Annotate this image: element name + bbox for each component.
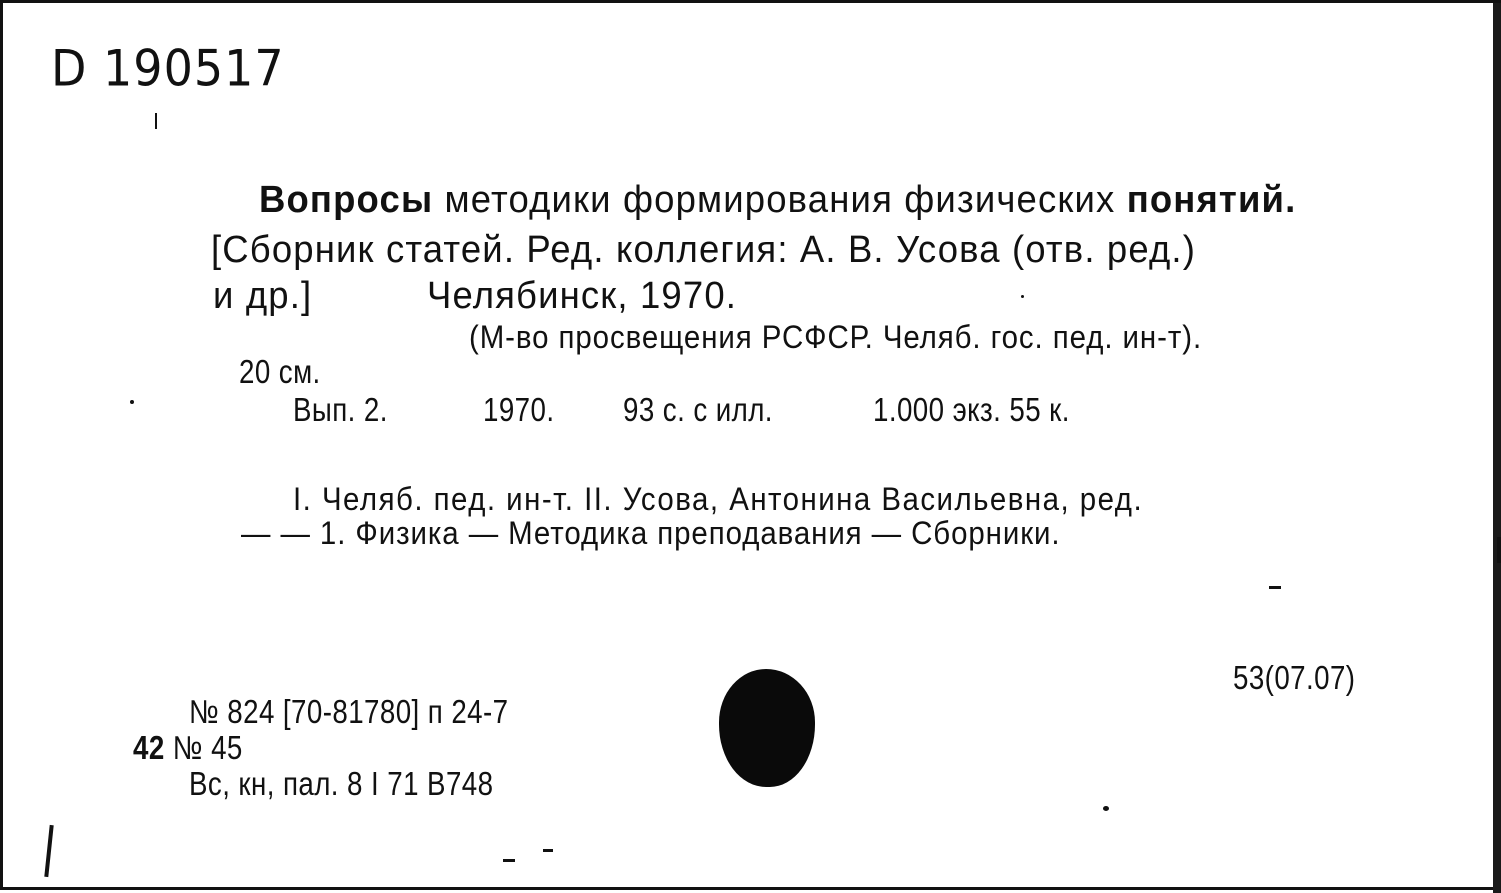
place-year: Челябинск, 1970. [427, 275, 738, 317]
footer-order-rest: № 45 [164, 729, 243, 766]
dust-speck [1103, 806, 1109, 811]
issue-year: 1970. [483, 391, 555, 428]
tracing-line-2: — — 1. Физика — Методика преподавания — Сборники. [241, 515, 1061, 551]
issue-number: Вып. 2. [293, 391, 388, 428]
dust-speck [1021, 295, 1024, 298]
punch-hole [719, 669, 815, 787]
dust-speck [503, 859, 515, 862]
dust-speck [130, 400, 134, 404]
pencil-mark [44, 825, 53, 877]
footer-record-number: № 824 [70-81780] п 24-7 [189, 693, 509, 730]
dust-speck [543, 849, 553, 852]
classification-index: 53(07.07) [1233, 659, 1356, 696]
card-edge-shadow [1493, 3, 1501, 893]
handwritten-call-number: D 190517 [51, 39, 285, 98]
footer-order-number [133, 729, 243, 767]
editors-line: [Сборник статей. Ред. коллегия: А. В. Усова (отв. ред.) [211, 229, 1197, 271]
dust-speck [1269, 586, 1281, 589]
tracing-line-1: I. Челяб. пед. ин-т. II. Усова, Антонина Васильевна, ред. [293, 481, 1144, 517]
size-note: 20 см. [239, 353, 321, 390]
print-run-price: 1.000 экз. 55 к. [873, 391, 1070, 428]
speck-mark [155, 113, 157, 129]
edge-mark [1497, 537, 1501, 563]
title-bold-start: Вопросы [259, 179, 434, 221]
series-note: (М-во просвещения РСФСР. Челяб. гос. пед. ин-т). [469, 319, 1203, 355]
footer-print-info: Вс, кн, пал. 8 I 71 В748 [189, 765, 494, 802]
title-middle: методики формирования физических [433, 179, 1127, 221]
page-count: 93 с. с илл. [623, 391, 773, 428]
editors-line-end: и др.] [213, 275, 313, 317]
title-bold-end: понятий. [1126, 179, 1297, 221]
footer-order-prefix: 42 [133, 729, 165, 766]
title-line [259, 179, 1296, 222]
